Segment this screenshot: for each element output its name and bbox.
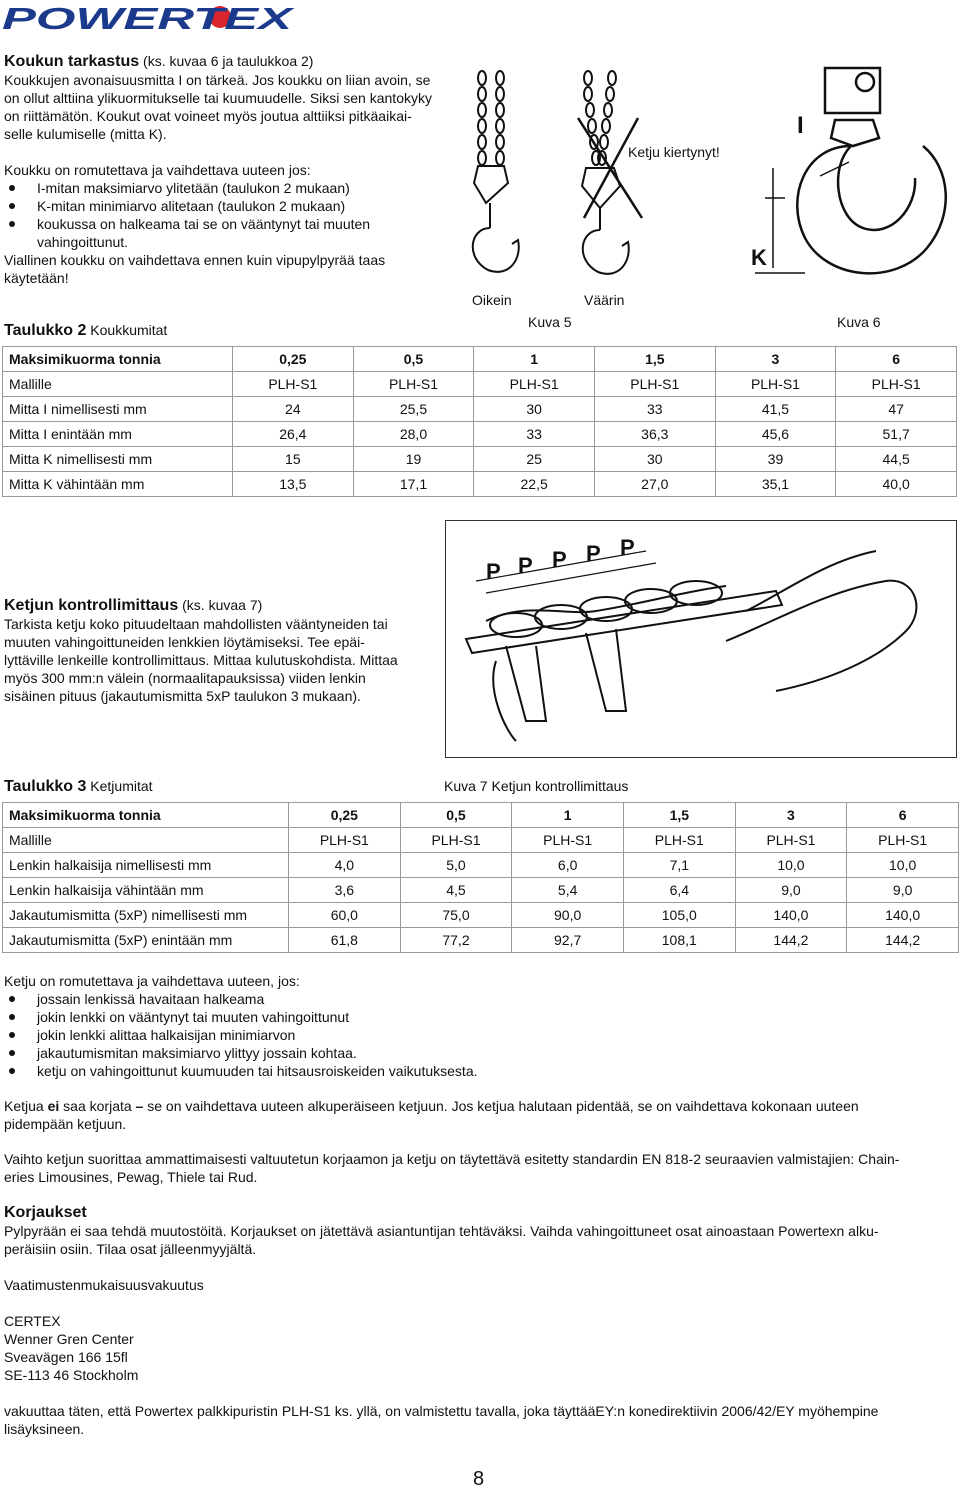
value-cell: 92,7 <box>512 928 624 953</box>
value-cell: 22,5 <box>474 472 595 497</box>
row-label-cell: Maksimikuorma tonnia <box>3 347 233 372</box>
page-number: 8 <box>473 1468 485 1490</box>
value-cell: 1,5 <box>623 803 735 828</box>
value-cell: PLH-S1 <box>353 372 474 397</box>
logo-text: POWERTEX <box>2 2 294 32</box>
value-cell: 41,5 <box>715 397 836 422</box>
value-cell: 35,1 <box>715 472 836 497</box>
value-cell: 9,0 <box>847 878 959 903</box>
label-twisted: Ketju kiertynyt! <box>628 144 720 160</box>
value-cell: 108,1 <box>623 928 735 953</box>
chain-text-line: Tarkista ketju koko pituudeltaan mahdollisten vääntyneiden tai <box>4 616 388 632</box>
value-cell: PLH-S1 <box>715 372 836 397</box>
company-address: CERTEX Wenner Gren Center Sveavägen 166 15fl SE-113 46 Stockholm <box>4 1313 139 1383</box>
value-cell: 17,1 <box>353 472 474 497</box>
declaration-section: Vaatimustenmukaisuusvakuutus CERTEX Wenner Gren Center Sveavägen 166 15fl SE-113 46 Stockholm vakuuttaa täten, että Powertex palkkipuristin PLH-S1 ks. yllä, on valmistettu tavalla, joka täyttääEY:n konedirektiivin 2006/42/EY myöhempine lisäyksineen. <box>4 1276 956 1438</box>
value-cell: 144,2 <box>847 928 959 953</box>
label-P: P <box>486 559 501 584</box>
table-2 <box>2 346 957 497</box>
powertex-logo <box>2 2 294 32</box>
chain-control-section: Ketjun kontrollimittaus (ks. kuvaa 7) Tarkista ketju koko pituudeltaan mahdollisten vääntyneiden tai muuten vahingoittuneiden lenkkien löytämiseksi. Tee epäi- lyttäville lenkeille kontrollimittaus. Mittaa kulutuskohdista. Mittaa myös 300 mm:n välein (normaalitapauksissa) viiden lenkin sisäinen pituus (jakautumismitta 5xP taulukon 3 mukaan). <box>4 596 444 705</box>
row-label-cell: Mitta I nimellisesti mm <box>3 397 233 422</box>
value-cell: 5,4 <box>512 878 624 903</box>
chain-text-line: sisäinen pituus (jakautumismitta 5xP taulukon 3 mukaan). <box>4 688 361 704</box>
hook-damaged-line: Viallinen koukku on vaihdettava ennen kuin vipupylpyrää taas <box>4 252 386 268</box>
hook-inspection-section <box>4 52 464 287</box>
value-cell: PLH-S1 <box>400 828 512 853</box>
label-P: P <box>518 553 533 578</box>
value-cell: 28,0 <box>353 422 474 447</box>
value-cell: 75,0 <box>400 903 512 928</box>
figure-7 <box>445 520 957 758</box>
value-cell: PLH-S1 <box>594 372 715 397</box>
table-row <box>3 803 959 828</box>
table-row <box>3 347 957 372</box>
value-cell: 3,6 <box>289 878 401 903</box>
value-cell: 90,0 <box>512 903 624 928</box>
value-cell: 0,5 <box>400 803 512 828</box>
list-item: I-mitan maksimiarvo ylitetään (taulukon 2 mukaan) <box>4 179 464 197</box>
repairs-section: Korjaukset Pylpyrään ei saa tehdä muutostöitä. Korjaukset on jätettävä asiantuntijan tehtäväksi. Vaihda vahingoittuneet osat ainoastaan Powertexn alku- peräisiin osiin. Tilaa osat jälleenmyyjältä. <box>4 1204 956 1258</box>
list-item: jakautumismitan maksimiarvo ylittyy jossain kohtaa. <box>4 1044 944 1062</box>
list-item: koukussa on halkeama tai se on vääntynyt tai muuten <box>4 215 464 233</box>
value-cell: PLH-S1 <box>474 372 595 397</box>
row-label-cell: Jakautumismitta (5xP) enintään mm <box>3 928 289 953</box>
table-row <box>3 422 957 447</box>
list-item: jokin lenkki on vääntynyt tai muuten vahingoittunut <box>4 1008 944 1026</box>
hook-replace-list <box>4 179 464 233</box>
value-cell: 140,0 <box>847 903 959 928</box>
value-cell: 4,0 <box>289 853 401 878</box>
value-cell: 44,5 <box>836 447 957 472</box>
value-cell: 19 <box>353 447 474 472</box>
chain-replace-section <box>4 972 944 1080</box>
value-cell: 45,6 <box>715 422 836 447</box>
value-cell: 9,0 <box>735 878 847 903</box>
value-cell: PLH-S1 <box>623 828 735 853</box>
row-label-cell: Jakautumismitta (5xP) nimellisesti mm <box>3 903 289 928</box>
hook-text-line: Koukkujen avonaisuusmitta I on tärkeä. Jos koukku on liian avoin, se <box>4 72 431 88</box>
value-cell: 6 <box>847 803 959 828</box>
value-cell: PLH-S1 <box>233 372 354 397</box>
value-cell: 77,2 <box>400 928 512 953</box>
value-cell: 6,0 <box>512 853 624 878</box>
chain-replace-list <box>4 990 944 1080</box>
value-cell: 10,0 <box>735 853 847 878</box>
value-cell: 25,5 <box>353 397 474 422</box>
value-cell: 10,0 <box>847 853 959 878</box>
list-item: jossain lenkissä havaitaan halkeama <box>4 990 944 1008</box>
list-item: K-mitan minimiarvo alitetaan (taulukon 2 mukaan) <box>4 197 464 215</box>
chain-text-line: myös 300 mm:n välein (normaalitapauksissa) viiden lenkin <box>4 670 366 686</box>
value-cell: 26,4 <box>233 422 354 447</box>
row-label-cell: Lenkin halkaisija vähintään mm <box>3 878 289 903</box>
row-label-cell: Mallille <box>3 828 289 853</box>
hook-text-line: on ollut alttiina ylikuormitukselle tai kuumuudelle. Siksi sen kantokyky <box>4 90 432 106</box>
value-cell: 0,5 <box>353 347 474 372</box>
logo-graphic <box>2 2 294 32</box>
figure-6-caption: Kuva 6 <box>837 314 881 330</box>
figure-7-caption: Kuva 7 Ketjun kontrollimittaus <box>444 778 629 794</box>
table-row <box>3 472 957 497</box>
table-row <box>3 928 959 953</box>
figure-5 <box>460 58 760 338</box>
hook-bullet-continuation: vahingoittunut. <box>37 234 129 250</box>
value-cell: 33 <box>474 422 595 447</box>
table-3 <box>2 802 959 953</box>
value-cell: 61,8 <box>289 928 401 953</box>
row-label-cell: Mitta K vähintään mm <box>3 472 233 497</box>
list-item: jokin lenkki alittaa halkaisijan minimiarvon <box>4 1026 944 1044</box>
value-cell: 4,5 <box>400 878 512 903</box>
value-cell: 27,0 <box>594 472 715 497</box>
value-cell: 25 <box>474 447 595 472</box>
row-label-cell: Mitta I enintään mm <box>3 422 233 447</box>
value-cell: 1,5 <box>594 347 715 372</box>
row-label-cell: Mitta K nimellisesti mm <box>3 447 233 472</box>
declaration-title: Vaatimustenmukaisuusvakuutus <box>4 1277 204 1293</box>
table-row <box>3 903 959 928</box>
value-cell: PLH-S1 <box>847 828 959 853</box>
label-I: I <box>797 112 804 139</box>
repair-note: Ketjua ei saa korjata – se on vaihdettava uuteen alkuperäiseen ketjuun. Jos ketjua halutaan pidentää, se on vaihdettava kokonaan uuteen pidempään ketjuun. <box>4 1098 859 1132</box>
hook-damaged-line: käytetään! <box>4 270 69 286</box>
value-cell: 1 <box>474 347 595 372</box>
value-cell: 3 <box>715 347 836 372</box>
value-cell: PLH-S1 <box>836 372 957 397</box>
table-row <box>3 397 957 422</box>
hook-replace-intro: Koukku on romutettava ja vaihdettava uuteen jos: <box>4 162 311 178</box>
label-P: P <box>552 547 567 572</box>
value-cell: 33 <box>594 397 715 422</box>
value-cell: 1 <box>512 803 624 828</box>
value-cell: 3 <box>735 803 847 828</box>
hook-inspection-ref: (ks. kuvaa 6 ja taulukkoa 2) <box>139 53 314 69</box>
value-cell: 60,0 <box>289 903 401 928</box>
label-wrong: Väärin <box>584 292 625 308</box>
table-2-title: Taulukko 2 Koukkumitat <box>4 322 168 339</box>
chain-text-line: lyttäville lenkeille kontrollimittaus. Mittaa kulutuskohdista. Mittaa <box>4 652 398 668</box>
value-cell: 51,7 <box>836 422 957 447</box>
hook-dimension-illustration <box>745 58 957 313</box>
row-label-cell: Maksimikuorma tonnia <box>3 803 289 828</box>
workshop-note: Vaihto ketjun suorittaa ammattimaisesti valtuutetun korjaamon ja ketju on täytettävä esitetty standardin EN 818-2 seuraavien valmistajien: Chain- eries Limousines, Pewag, Thiele tai Rud. <box>4 1151 900 1185</box>
table-row <box>3 372 957 397</box>
chain-hook-illustration <box>460 58 760 298</box>
value-cell: PLH-S1 <box>512 828 624 853</box>
value-cell: 39 <box>715 447 836 472</box>
value-cell: 6,4 <box>623 878 735 903</box>
list-item: ketju on vahingoittunut kuumuuden tai hitsausroiskeiden vaikutuksesta. <box>4 1062 944 1080</box>
row-label-cell: Lenkin halkaisija nimellisesti mm <box>3 853 289 878</box>
value-cell: 140,0 <box>735 903 847 928</box>
value-cell: 13,5 <box>233 472 354 497</box>
chain-control-title: Ketjun kontrollimittaus <box>4 597 179 614</box>
value-cell: 105,0 <box>623 903 735 928</box>
figure-6 <box>745 58 957 338</box>
value-cell: 6 <box>836 347 957 372</box>
value-cell: 24 <box>233 397 354 422</box>
hook-inspection-title: Koukun tarkastus <box>4 53 140 70</box>
table-3-title: Taulukko 3 Ketjumitat <box>4 778 153 795</box>
value-cell: 15 <box>233 447 354 472</box>
value-cell: 0,25 <box>233 347 354 372</box>
value-cell: 7,1 <box>623 853 735 878</box>
value-cell: PLH-S1 <box>735 828 847 853</box>
value-cell: 5,0 <box>400 853 512 878</box>
table-row <box>3 828 959 853</box>
label-P: P <box>586 541 601 566</box>
label-K: K <box>751 245 767 270</box>
value-cell: 144,2 <box>735 928 847 953</box>
label-P: P <box>620 535 635 560</box>
value-cell: 36,3 <box>594 422 715 447</box>
value-cell: 40,0 <box>836 472 957 497</box>
table-row <box>3 447 957 472</box>
table-row <box>3 878 959 903</box>
chain-left <box>478 71 504 165</box>
chain-replace-intro: Ketju on romutettava ja vaihdettava uuteen, jos: <box>4 973 300 989</box>
value-cell: 0,25 <box>289 803 401 828</box>
hook-text-line: selle kulumiselle (mitta K). <box>4 126 167 142</box>
chain-text-line: muuten vahingoittuneiden lenkkien löytämiseksi. Tee epäi- <box>4 634 365 650</box>
value-cell: 30 <box>594 447 715 472</box>
figure-5-caption: Kuva 5 <box>528 314 572 330</box>
value-cell: 30 <box>474 397 595 422</box>
table-row <box>3 853 959 878</box>
repairs-title: Korjaukset <box>4 1204 87 1221</box>
row-label-cell: Mallille <box>3 372 233 397</box>
hook-text-line: on riittämätön. Koukut ovat voineet myös joutua alttiiksi pitkäaikai- <box>4 108 412 124</box>
label-right: Oikein <box>472 292 512 308</box>
value-cell: PLH-S1 <box>289 828 401 853</box>
value-cell: 47 <box>836 397 957 422</box>
